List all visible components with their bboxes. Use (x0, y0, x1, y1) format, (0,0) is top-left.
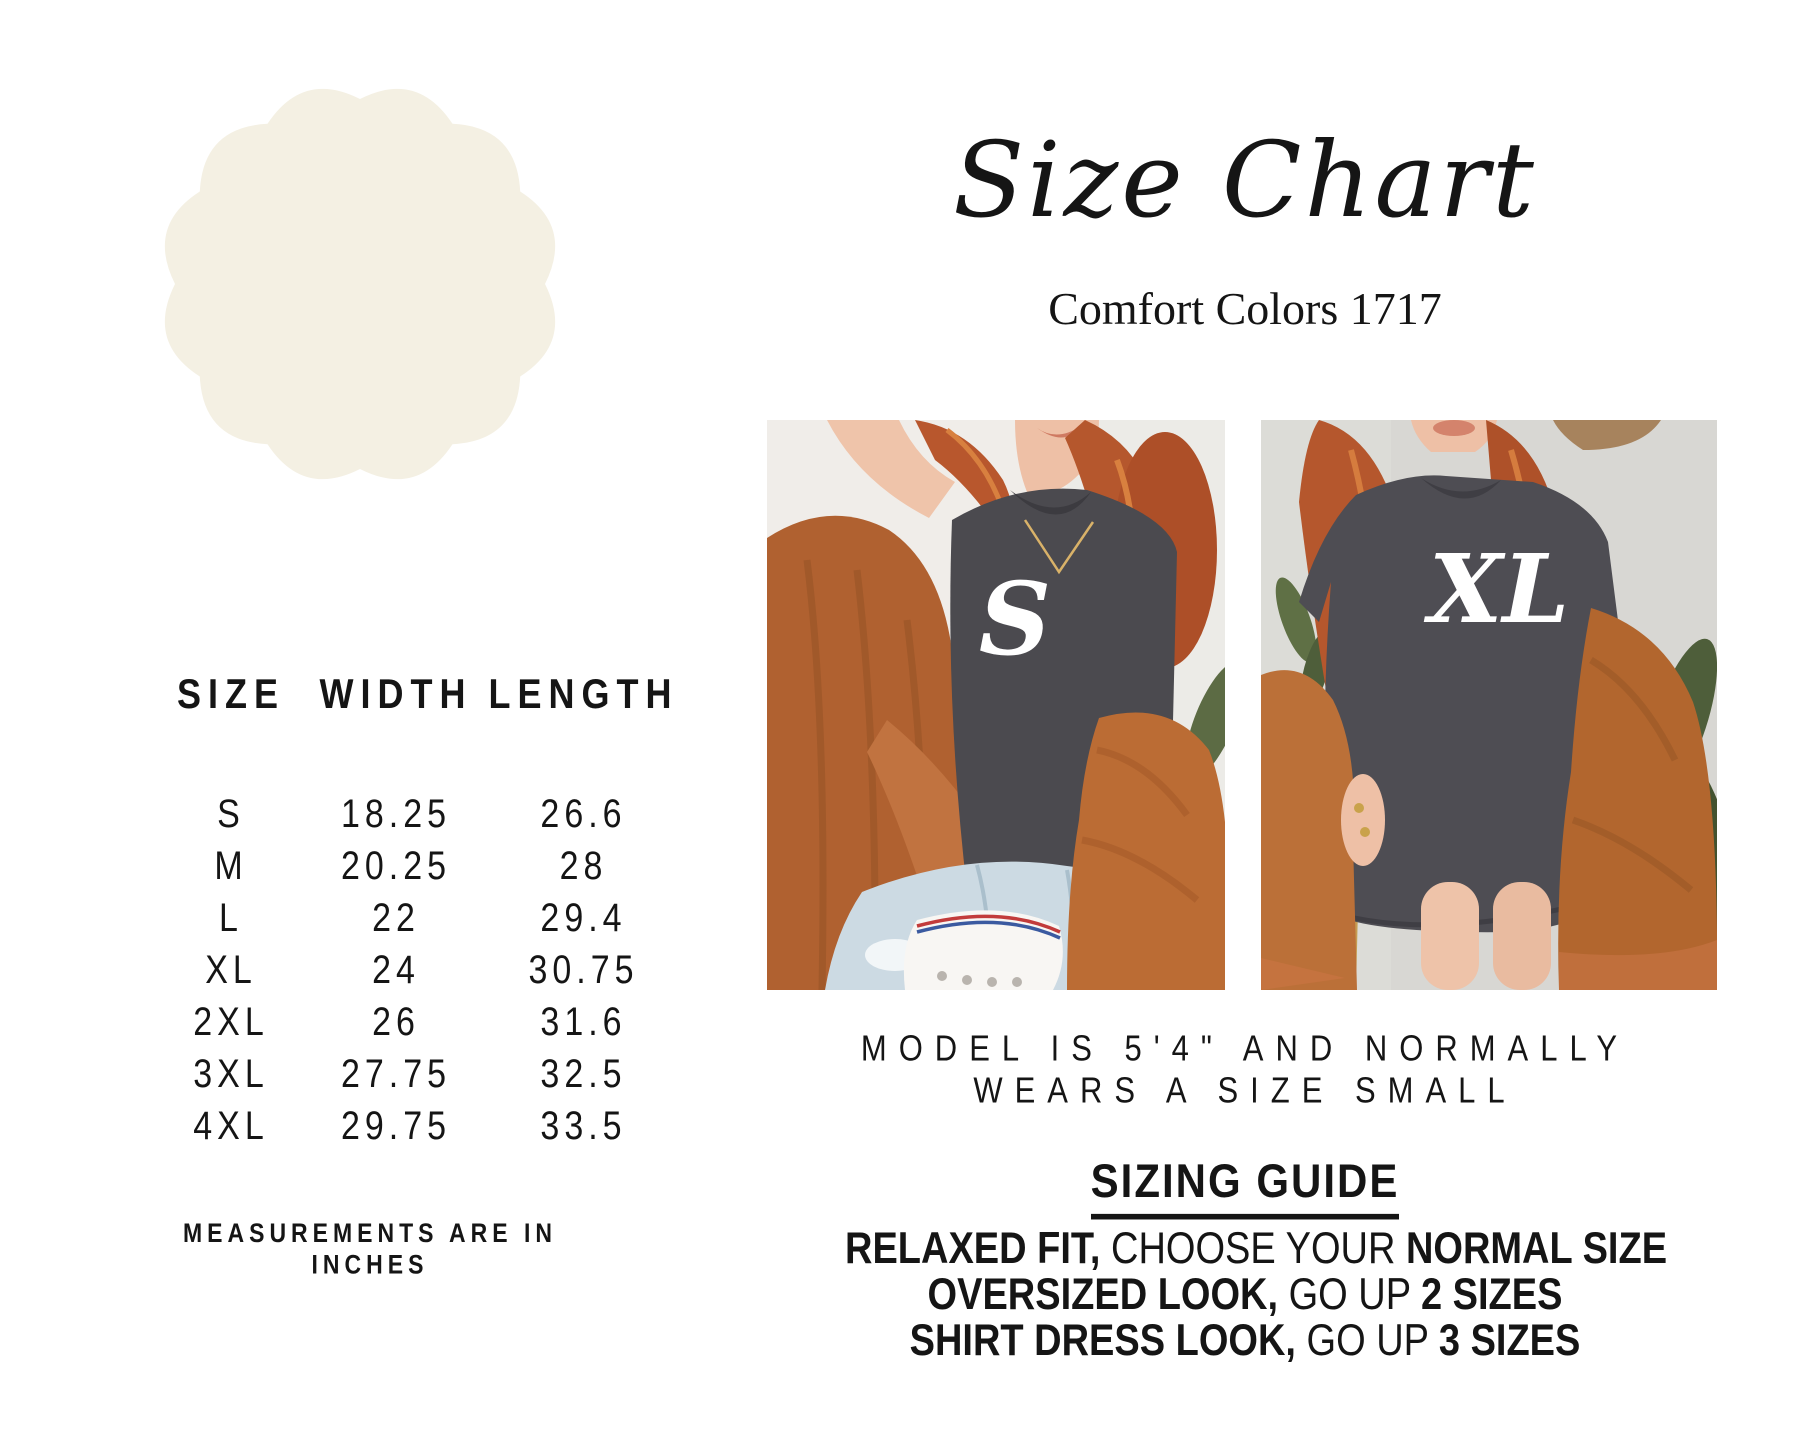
sizing-guide-heading (845, 1154, 1645, 1216)
table-cell: 3XL (193, 1051, 269, 1097)
model-caption-line2: WEARS A SIZE SMALL (973, 1070, 1517, 1111)
table-cell: 29.4 (540, 895, 627, 941)
size-table-body (146, 788, 691, 1152)
shirt-size-letter-xl: XL (1428, 534, 1570, 645)
model-caption (845, 1028, 1645, 1112)
table-cell: S (217, 791, 245, 837)
table-row (146, 1096, 691, 1156)
size-table-column-header: WIDTH (319, 669, 473, 718)
sizing-guide-segment: SHIRT DRESS LOOK, (909, 1316, 1307, 1366)
sizing-guide-segment: OVERSIZED LOOK, (927, 1270, 1289, 1320)
table-cell: 29.75 (340, 1103, 452, 1149)
table-cell: 28 (559, 843, 608, 889)
sizing-guide-segment: 2 SIZES (1420, 1270, 1563, 1320)
size-table-column-header: SIZE (176, 669, 285, 718)
shirt-size-letter-small: S (978, 560, 1052, 678)
page-subtitle: Comfort Colors 1717 (1048, 283, 1442, 334)
size-table-header (146, 668, 691, 719)
table-cell: 2XL (193, 999, 269, 1045)
sizing-guide-heading-text: SIZING GUIDE (1091, 1155, 1400, 1220)
model-photo-small (767, 420, 1225, 990)
sizing-guide-segment: GO UP (1288, 1270, 1421, 1320)
scalloped-blob-shape (165, 89, 555, 479)
table-cell: XL (205, 947, 257, 993)
sizing-guide-segment: GO UP (1306, 1316, 1439, 1366)
page-title: Size Chart (953, 119, 1537, 241)
jacket-right-arm (1067, 712, 1225, 990)
table-cell: 22 (372, 895, 420, 941)
model-photo-small-art (767, 420, 1225, 990)
model-caption-line1: MODEL IS 5'4" AND NORMALLY (860, 1028, 1630, 1069)
model-photo-xl-art (1261, 420, 1717, 990)
table-cell: L (219, 895, 243, 941)
scalloped-blob (140, 64, 580, 504)
table-cell: 24 (372, 947, 420, 993)
model-photo-xl (1261, 420, 1717, 990)
table-cell: 18.25 (340, 791, 452, 837)
table-cell: 27.75 (340, 1051, 452, 1097)
table-cell: M (214, 843, 248, 889)
sizing-guide-line (845, 1314, 1645, 1367)
model-hand (1341, 774, 1385, 866)
table-cell: 33.5 (540, 1103, 627, 1149)
table-cell: 32.5 (540, 1051, 627, 1097)
model-lips (1433, 420, 1475, 436)
sizing-guide-lines (845, 1224, 1668, 1366)
table-cell: 20.25 (340, 843, 452, 889)
sizing-guide-segment: 3 SIZES (1438, 1316, 1581, 1366)
sizing-guide-segment: CHOOSE YOUR (1111, 1224, 1406, 1274)
table-cell: 26 (372, 999, 420, 1045)
sneaker (904, 910, 1063, 990)
size-table (146, 669, 691, 1152)
sizing-guide-segment: RELAXED FIT, (845, 1224, 1112, 1274)
table-cell: 26.6 (540, 791, 627, 837)
table-cell: 4XL (193, 1103, 269, 1149)
sizing-guide-segment: NORMAL SIZE (1405, 1224, 1668, 1274)
table-cell: 30.75 (528, 947, 639, 993)
size-table-column-header: LENGTH (488, 669, 679, 718)
measurements-footnote: MEASUREMENTS ARE IN INCHES (183, 1217, 557, 1280)
table-cell: 31.6 (540, 999, 627, 1045)
